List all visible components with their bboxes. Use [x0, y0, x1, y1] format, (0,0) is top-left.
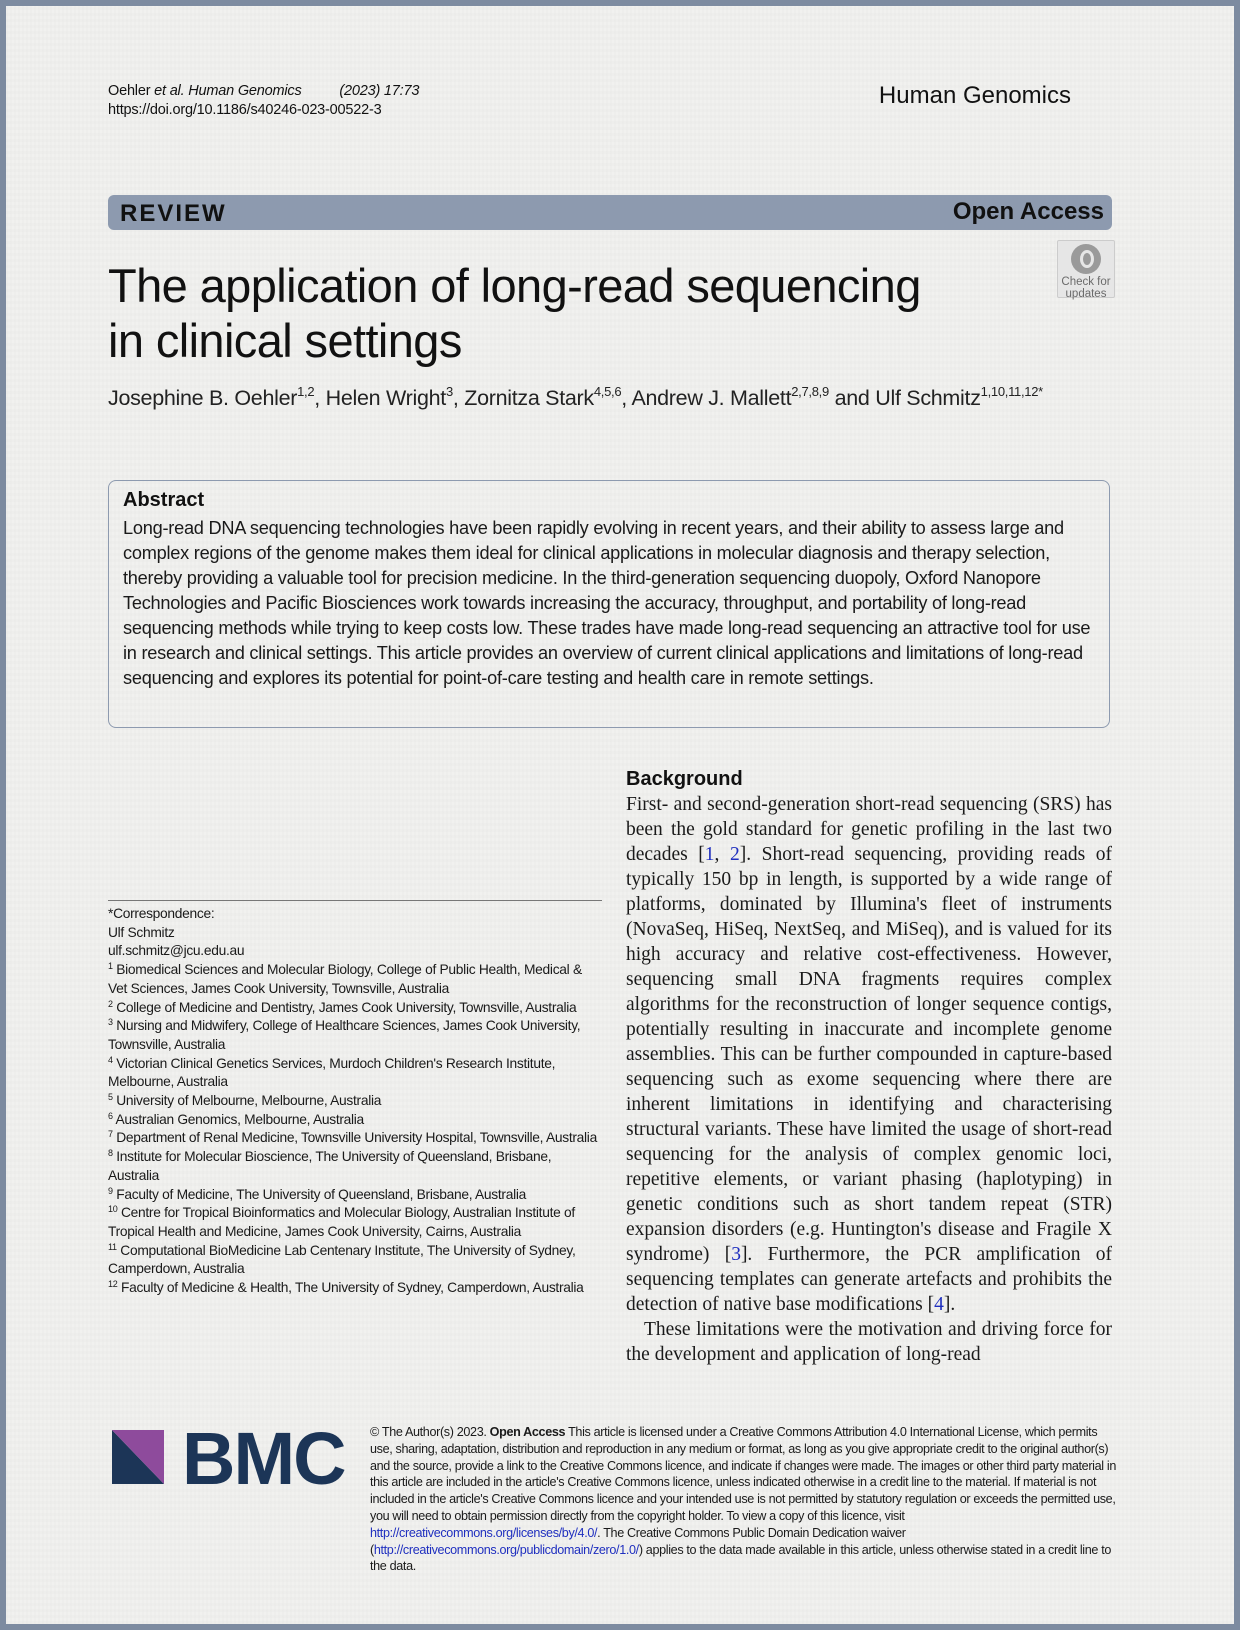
- author-name: Josephine B. Oehler: [108, 386, 298, 410]
- correspondence-name: Ulf Schmitz: [108, 924, 175, 940]
- affiliation-item: [108, 1055, 602, 1092]
- article-page: [6, 6, 1234, 1624]
- updates-line2: updates: [1065, 288, 1107, 300]
- author-affiliation-marker: 1,10,11,12*: [980, 384, 1043, 399]
- affiliation-number: 11: [108, 1241, 117, 1252]
- affiliation-item: [108, 1186, 602, 1205]
- license-link[interactable]: http://creativecommons.org/publicdomain/zero/1.0/: [373, 1542, 639, 1557]
- affiliation-item: [108, 1129, 602, 1148]
- affiliation-number: 7: [108, 1129, 113, 1140]
- cite-etal: et al.: [154, 83, 185, 99]
- title-line2: in clinical settings: [108, 314, 462, 367]
- correspondence-email[interactable]: ulf.schmitz@jcu.edu.au: [108, 943, 245, 959]
- affiliation-text: Computational BioMedicine Lab Centenary Institute, The University of Sydney, Camperdown, Australia: [108, 1242, 576, 1277]
- license-segment: . The Creative Commons Public Domain Dedication waiver (: [370, 1525, 906, 1557]
- reference-link[interactable]: 3: [731, 1244, 741, 1265]
- affiliation-item: [108, 999, 602, 1018]
- license-link[interactable]: http://creativecommons.org/licenses/by/4.0/: [370, 1525, 598, 1540]
- author-separator: ,: [621, 386, 632, 410]
- cite-journal: Human Genomics: [188, 83, 302, 99]
- reference-link[interactable]: 1: [704, 844, 715, 865]
- affiliation-number: 10: [108, 1204, 118, 1215]
- affiliation-item: [108, 1148, 602, 1185]
- affiliation-text: Institute for Molecular Bioscience, The University of Queensland, Brisbane, Australia: [108, 1149, 552, 1183]
- citation-line: [108, 82, 419, 120]
- affiliation-number: 3: [108, 1017, 113, 1028]
- open-access-label: Open Access: [952, 198, 1104, 225]
- affiliation-item: [108, 1111, 602, 1130]
- author-name: Zornitza Stark: [464, 386, 594, 410]
- author-list: [108, 386, 1108, 411]
- article-type: REVIEW: [120, 200, 227, 227]
- affiliation-text: Department of Renal Medicine, Townsville University Hospital, Townsville, Australia: [112, 1130, 597, 1146]
- correspondence-block: [108, 900, 602, 1298]
- affiliation-item: [108, 1204, 602, 1241]
- paragraph-text: ,: [714, 844, 730, 865]
- affiliation-number: 9: [108, 1185, 113, 1196]
- author-affiliation-marker: 1,2: [297, 384, 315, 399]
- affiliation-text: Nursing and Midwifery, College of Healthcare Sciences, James Cook University, Townsville, Australia: [108, 1018, 581, 1052]
- author-separator: ,: [314, 386, 326, 410]
- bmc-logo: [108, 1417, 348, 1500]
- author-name: Helen Wright: [325, 386, 446, 410]
- author-separator: ,: [452, 386, 465, 410]
- affiliation-list: [108, 961, 602, 1298]
- affiliation-number: 2: [108, 998, 113, 1009]
- abstract-heading: Abstract: [123, 489, 205, 511]
- abstract-box: [108, 480, 1110, 728]
- author-separator: and: [828, 386, 876, 410]
- background-paragraph-2: These limitations were the motivation and driving force for the development and application of long-read: [626, 1319, 1112, 1365]
- open-access-emphasis: Open Access: [489, 1425, 566, 1439]
- reference-link[interactable]: 4: [934, 1294, 944, 1315]
- author-name: Ulf Schmitz: [875, 386, 981, 410]
- author-affiliation-marker: 3: [445, 384, 453, 399]
- license-notice: [370, 1424, 1118, 1575]
- license-segment: © The Author(s) 2023.: [370, 1425, 490, 1439]
- correspondence-label: *Correspondence:: [108, 906, 215, 921]
- article-title: [108, 258, 1008, 368]
- paragraph-text: ].: [943, 1294, 956, 1315]
- affiliation-text: Faculty of Medicine, The University of Queensland, Brisbane, Australia: [112, 1186, 526, 1202]
- affiliation-text: Victorian Clinical Genetics Services, Murdoch Children's Research Institute, Melbourne, Australia: [108, 1055, 556, 1090]
- paragraph-text: ]. Short-read sequencing, providing reads of typically 150 bp in length, is supported by a wide range of platforms, dominated by Illumina's fleet of instruments (NovaSeq, HiSeq, NextSeq, and MiSeq), and is valued for its high accuracy and relative cost-effectiveness. However, sequencing small DNA fragments requires complex algorithms for the reconstruction of longer sequence contigs, potentially resulting in inaccurate and incomplete genome assemblies. This can be further compounded in capture-based sequencing such as exome sequencing where there are inherent limitations in identifying and characterising structural variants. These have limited the usage of short-read sequencing for the analysis of complex genomic loci, repetitive elements, or variant phasing (haplotyping) in genetic conditions such as short tandem repeat (STR) expansion disorders (e.g. Huntington's disease and Fragile X syndrome) [: [626, 844, 1112, 1265]
- author-affiliation-marker: 2,7,8,9: [791, 384, 829, 399]
- cite-year-vol: (2023) 17:73: [339, 83, 420, 99]
- bmc-logo-text: BMC: [182, 1417, 345, 1500]
- article-type-banner: [108, 195, 1112, 230]
- affiliation-item: [108, 1092, 602, 1111]
- affiliation-number: 6: [108, 1110, 113, 1121]
- affiliation-item: [108, 1279, 602, 1298]
- paragraph-text: ]. Furthermore, the PCR amplification of sequencing templates can generate artefacts and prohibits the detection of native base modifications [: [626, 1244, 1112, 1315]
- affiliation-text: Centre for Tropical Bioinformatics and Molecular Biology, Australian Institute of Tropical Health and Medicine, James Cook University, Cairns, Australia: [108, 1205, 575, 1239]
- affiliation-number: 8: [108, 1148, 113, 1159]
- cite-author: Oehler: [108, 83, 151, 99]
- affiliation-text: College of Medicine and Dentistry, James Cook University, Townsville, Australia: [112, 999, 577, 1015]
- affiliation-text: Australian Genomics, Melbourne, Australia: [112, 1111, 364, 1127]
- journal-name: Human Genomics: [878, 82, 1071, 109]
- background-section: [626, 768, 1112, 1367]
- affiliation-number: 1: [108, 961, 113, 972]
- check-for-updates-badge[interactable]: [1057, 240, 1115, 298]
- author-affiliation-marker: 4,5,6: [593, 384, 622, 399]
- title-line1: The application of long-read sequencing: [108, 259, 921, 312]
- affiliation-item: [108, 1017, 602, 1054]
- affiliation-number: 4: [108, 1054, 113, 1065]
- doi-link[interactable]: https://doi.org/10.1186/s40246-023-00522-3: [108, 102, 382, 118]
- license-segment: ) applies to the data made available in this article, unless otherwise stated in a credit line to the data.: [370, 1542, 1111, 1574]
- abstract-text: Long-read DNA sequencing technologies have been rapidly evolving in recent years, and their ability to assess large and complex regions of the genome makes them ideal for clinical applications in molecular diagnosis and therapy selection, thereby providing a valuable tool for precision medicine. In the third-generation sequencing duopoly, Oxford Nanopore Technologies and Pacific Biosciences work towards increasing the accuracy, throughput, and portability of long-read sequencing methods while trying to keep costs low. These trades have made long-read sequencing an attractive tool for use in research and clinical settings. This article provides an overview of current clinical applications and limitations of long-read sequencing and explores its potential for point-of-care testing and health care in remote settings.: [123, 518, 1091, 688]
- license-segment: This article is licensed under a Creative Commons Attribution 4.0 International License, which permits use, sharing, adaptation, distribution and reproduction in any medium or format, as long as you give appropriate credit to the original author(s) and the source, provide a link to the Creative Commons licence, and indicate if changes were made. The images or other third party material in this article are included in the article's Creative Commons licence, unless indicated otherwise in a credit line to the material. If material is not included in the article's Creative Commons licence and your intended use is not permitted by statutory regulation or exceeds the permitted use, you will need to obtain permission directly from the copyright holder. To view a copy of this licence, visit: [370, 1425, 1116, 1523]
- affiliation-text: Biomedical Sciences and Molecular Biology, College of Public Health, Medical & Vet Sciences, James Cook University, Townsville, Australia: [108, 962, 582, 996]
- background-paragraph-1: [626, 792, 1112, 1317]
- reference-link[interactable]: 2: [729, 844, 740, 865]
- bmc-logo-mark-icon: [112, 1430, 164, 1484]
- affiliation-item: [108, 961, 602, 998]
- background-heading: Background: [626, 768, 743, 790]
- author-name: Andrew J. Mallett: [631, 386, 792, 410]
- affiliation-text: Faculty of Medicine & Health, The University of Sydney, Camperdown, Australia: [117, 1280, 584, 1296]
- affiliation-item: [108, 1242, 602, 1279]
- affiliation-number: 5: [108, 1092, 113, 1103]
- affiliation-text: University of Melbourne, Melbourne, Australia: [112, 1093, 382, 1109]
- affiliation-number: 12: [108, 1279, 118, 1290]
- license-text: [370, 1424, 1118, 1575]
- updates-line1: Check for: [1061, 276, 1111, 288]
- paragraph-text: First- and second-generation short-read sequencing (SRS) has been the gold standard for genetic profiling in the last two decades [: [626, 794, 1112, 865]
- check-for-updates-icon: [1071, 244, 1101, 274]
